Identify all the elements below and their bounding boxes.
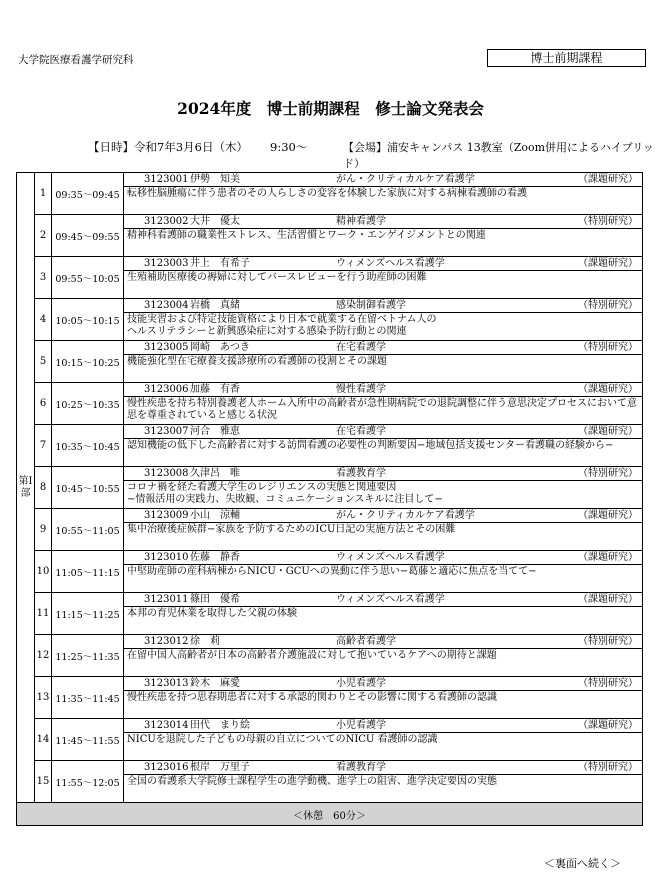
presentation-row — [17, 719, 643, 761]
presentation-number: 6 — [35, 383, 52, 425]
presentation-row — [17, 173, 643, 215]
program-name: 高齢者看護学 — [336, 636, 396, 647]
student-name: 篠田 優希 — [190, 594, 240, 605]
research-type: （特別研究） — [578, 342, 638, 353]
research-type: （特別研究） — [578, 678, 638, 689]
presentation-number: 15 — [35, 761, 52, 803]
program-name: 慢性看護学 — [336, 384, 386, 395]
presentation-details — [124, 341, 643, 383]
presentation-time: 09:55～10:05 — [52, 257, 124, 299]
research-type: （課題研究） — [578, 510, 638, 521]
thesis-title: 転移性脳腫瘍に伴う患者のその人らしさの変容を体験した家族に対する病棟看護師の看護 — [124, 186, 642, 214]
student-name: 田代 まり絵 — [190, 720, 250, 731]
presentation-row — [17, 299, 643, 341]
thesis-title: 本邦の育児休業を取得した父親の体験 — [124, 606, 642, 634]
presentation-schedule-table — [16, 172, 643, 826]
thesis-title: 技能実習および特定技能資格により日本で就業する在留ベトナム人の ヘルスリテラシーと新興感染症に対する感染予防行動との関連 — [124, 312, 642, 340]
student-id: 3123004 — [144, 300, 189, 311]
program-name: がん・クリティカルケア看護学 — [336, 510, 475, 521]
presentation-number: 10 — [35, 551, 52, 593]
presentation-number: 14 — [35, 719, 52, 761]
program-name: 感染制御看護学 — [336, 300, 406, 311]
department-name: 大学院医療看護学研究科 — [18, 54, 134, 66]
presenter-info-line — [124, 467, 642, 480]
presentation-time: 11:05～11:15 — [52, 551, 124, 593]
presentation-row — [17, 635, 643, 677]
presentation-time: 11:25～11:35 — [52, 635, 124, 677]
presentation-row — [17, 383, 643, 425]
presentation-time: 11:35～11:45 — [52, 677, 124, 719]
student-id: 3123016 — [144, 762, 189, 773]
thesis-title: 在留中国人高齢者が日本の高齢者介護施設に対して抱いているケアへの期待と課題 — [124, 648, 642, 676]
presentation-details — [124, 593, 643, 635]
presentation-row — [17, 551, 643, 593]
presenter-info-line — [124, 341, 642, 354]
student-name: 岡崎 あつき — [190, 342, 250, 353]
presenter-info-line — [124, 551, 642, 564]
program-name: 精神看護学 — [336, 216, 386, 227]
program-name: 在宅看護学 — [336, 426, 386, 437]
presentation-details — [124, 635, 643, 677]
presentation-time: 11:45～11:55 — [52, 719, 124, 761]
presentation-details — [124, 383, 643, 425]
presentation-details — [124, 509, 643, 551]
research-type: （課題研究） — [578, 594, 638, 605]
research-type: （課題研究） — [578, 426, 638, 437]
student-id: 3123005 — [144, 342, 189, 353]
student-name: 大井 優太 — [190, 216, 240, 227]
presentation-details — [124, 257, 643, 299]
presentation-time: 11:55～12:05 — [52, 761, 124, 803]
student-name: 鈴木 麻愛 — [190, 678, 240, 689]
presentation-details — [124, 761, 643, 803]
thesis-title: 精神科看護師の職業性ストレス、生活習慣とワーク・エンゲイジメントとの関連 — [124, 228, 642, 256]
student-id: 3123008 — [144, 468, 189, 479]
research-type: （課題研究） — [578, 384, 638, 395]
research-type: （特別研究） — [578, 300, 638, 311]
presentation-row — [17, 761, 643, 803]
research-type: （課題研究） — [578, 720, 638, 731]
student-name: 井上 有希子 — [190, 258, 250, 269]
presenter-info-line — [124, 383, 642, 396]
student-id: 3123001 — [144, 174, 189, 185]
presentation-details — [124, 677, 643, 719]
student-id: 3123002 — [144, 216, 189, 227]
student-name: 岩橋 真緒 — [190, 300, 240, 311]
presentation-time: 10:35～10:45 — [52, 425, 124, 467]
presentation-row — [17, 257, 643, 299]
thesis-title: 機能強化型在宅療養支援診療所の看護師の役割とその課題 — [124, 354, 642, 382]
presentation-number: 5 — [35, 341, 52, 383]
thesis-title: 認知機能の低下した高齢者に対する訪問看護の必要性の判断要因−地域包括支援センター看護職の経験から− — [124, 438, 642, 466]
thesis-title: コロナ禍を経た看護大学生のレジリエンスの実態と関連要因 −情報活用の実践力、失敗観、コミュニケーションスキルに注目して− — [124, 480, 642, 508]
student-id: 3123007 — [144, 426, 189, 437]
presenter-info-line — [124, 215, 642, 228]
student-id: 3123009 — [144, 510, 189, 521]
presenter-info-line — [124, 719, 642, 732]
presenter-info-line — [124, 173, 642, 186]
student-id: 3123013 — [144, 678, 189, 689]
student-name: 久津呂 唯 — [190, 468, 240, 479]
thesis-title: 慢性疾患を持つ思春期患者に対する承認的関わりとその影響に関する看護師の認識 — [124, 690, 642, 718]
research-type: （課題研究） — [578, 552, 638, 563]
student-name: 根岸 万里子 — [190, 762, 250, 773]
thesis-title: 集中治療後症候群−家族を予防するためのICU日記の実施方法とその困難 — [124, 522, 642, 550]
presentation-number: 2 — [35, 215, 52, 257]
student-name: 伊勢 知美 — [190, 174, 240, 185]
presentation-row — [17, 593, 643, 635]
continued-on-back-note: ＜裏面へ続く＞ — [544, 857, 621, 870]
program-name: 看護教育学 — [336, 762, 386, 773]
student-id: 3123014 — [144, 720, 189, 731]
thesis-title: 全国の看護系大学院修士課程学生の進学動機、進学上の阻害、進学決定要因の実態 — [124, 774, 642, 802]
student-id: 3123011 — [144, 594, 189, 605]
research-type: （課題研究） — [578, 258, 638, 269]
research-type: （課題研究） — [578, 174, 638, 185]
presentation-details — [124, 719, 643, 761]
student-name: 河合 雅恵 — [190, 426, 240, 437]
program-name: ウィメンズヘルス看護学 — [336, 258, 445, 269]
presenter-info-line — [124, 761, 642, 774]
presentation-details — [124, 299, 643, 341]
presentation-row — [17, 467, 643, 509]
presenter-info-line — [124, 635, 642, 648]
program-name: 小児看護学 — [336, 678, 386, 689]
research-type: （特別研究） — [578, 762, 638, 773]
presentation-details — [124, 215, 643, 257]
presentation-row — [17, 425, 643, 467]
document-title: 2024年度 博士前期課程 修士論文発表会 — [177, 99, 484, 118]
presentation-row — [17, 677, 643, 719]
presentation-number: 1 — [35, 173, 52, 215]
presentation-row — [17, 509, 643, 551]
presentation-time: 10:25～10:35 — [52, 383, 124, 425]
presentation-details — [124, 467, 643, 509]
presenter-info-line — [124, 677, 642, 690]
course-label-box: 博士前期課程 — [487, 49, 646, 67]
presenter-info-line — [124, 425, 642, 438]
student-id: 3123012 — [144, 636, 189, 647]
presentation-time: 10:05～10:15 — [52, 299, 124, 341]
presentation-row — [17, 215, 643, 257]
presentation-time: 10:15～10:25 — [52, 341, 124, 383]
presentation-number: 8 — [35, 467, 52, 509]
event-date: 【日時】令和7年3月6日（木） — [88, 140, 248, 154]
event-start-time: 9:30～ — [270, 140, 308, 154]
program-name: 小児看護学 — [336, 720, 386, 731]
presenter-info-line — [124, 299, 642, 312]
thesis-title: NICUを退院した子どもの母親の自立についてのNICU 看護師の認識 — [124, 732, 642, 760]
break-label: ＜休憩 60分＞ — [17, 803, 643, 826]
section-label: 第Ⅰ部 — [17, 173, 35, 803]
presentation-time: 10:45～10:55 — [52, 467, 124, 509]
research-type: （特別研究） — [578, 216, 638, 227]
student-name: 佐藤 静香 — [190, 552, 240, 563]
thesis-title: 慢性疾患を持ち特別養護老人ホーム入所中の高齢者が急性期病院での退院調整に伴う意思決定プロセスにおいて意思を尊重されていると感じる状況 — [124, 396, 642, 424]
presentation-number: 11 — [35, 593, 52, 635]
thesis-title: 中堅助産師の産科病棟からNICU・GCUへの異動に伴う思い−葛藤と適応に焦点を当てて− — [124, 564, 642, 592]
presentation-details — [124, 425, 643, 467]
presenter-info-line — [124, 593, 642, 606]
presentation-time: 09:45～09:55 — [52, 215, 124, 257]
presentation-row — [17, 341, 643, 383]
research-type: （特別研究） — [578, 468, 638, 479]
program-name: 看護教育学 — [336, 468, 386, 479]
student-id: 3123003 — [144, 258, 189, 269]
presentation-number: 12 — [35, 635, 52, 677]
presentation-number: 4 — [35, 299, 52, 341]
thesis-title: 生殖補助医療後の褥婦に対してバースレビューを行う助産師の困難 — [124, 270, 642, 298]
presenter-info-line — [124, 257, 642, 270]
program-name: ウィメンズヘルス看護学 — [336, 594, 445, 605]
program-name: 在宅看護学 — [336, 342, 386, 353]
presentation-details — [124, 173, 643, 215]
presentation-time: 10:55～11:05 — [52, 509, 124, 551]
break-row — [17, 803, 643, 826]
research-type: （特別研究） — [578, 636, 638, 647]
student-name: 加藤 有香 — [190, 384, 240, 395]
student-name: 小山 涼輔 — [190, 510, 240, 521]
presentation-number: 9 — [35, 509, 52, 551]
program-name: ウィメンズヘルス看護学 — [336, 552, 445, 563]
presenter-info-line — [124, 509, 642, 522]
presentation-time: 11:15～11:25 — [52, 593, 124, 635]
event-venue: 【会場】浦安キャンパス 13教室（Zoom併用によるハイブリッド） — [343, 141, 654, 170]
student-id: 3123006 — [144, 384, 189, 395]
program-name: がん・クリティカルケア看護学 — [336, 174, 475, 185]
student-id: 3123010 — [144, 552, 189, 563]
presentation-time: 09:35～09:45 — [52, 173, 124, 215]
presentation-number: 7 — [35, 425, 52, 467]
student-name: 徐 莉 — [190, 636, 220, 647]
presentation-number: 3 — [35, 257, 52, 299]
presentation-number: 13 — [35, 677, 52, 719]
presentation-details — [124, 551, 643, 593]
